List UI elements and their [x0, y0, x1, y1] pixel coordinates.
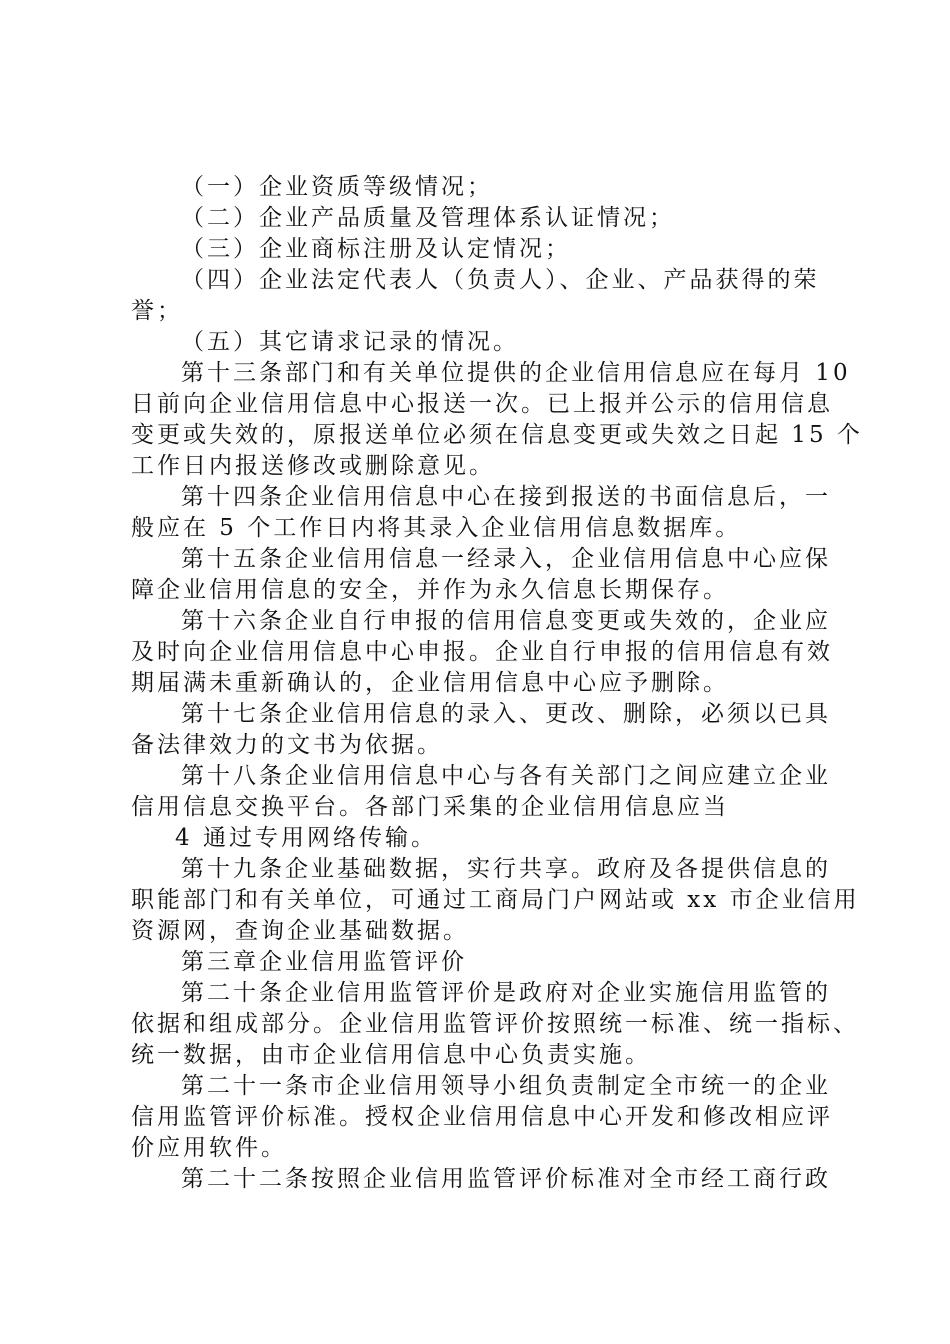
paragraph-line: 统一数据，由市企业信用信息中心负责实施。: [131, 1042, 651, 1068]
paragraph-line: 第十三条部门和有关单位提供的企业信用信息应在每月 10: [181, 360, 851, 386]
paragraph-line: 及时向企业信用信息中心申报。企业自行申报的信用信息有效: [131, 639, 833, 665]
paragraph-line: 第二十二条按照企业信用监管评价标准对全市经工商行政: [181, 1166, 831, 1192]
paragraph-line: 职能部门和有关单位，可通过工商局门户网站或 xx 市企业信用: [131, 887, 860, 913]
paragraph-line: 4 通过专用网络传输。: [175, 825, 437, 851]
paragraph-line: 障企业信用信息的安全，并作为永久信息长期保存。: [131, 577, 729, 603]
paragraph-line: 依据和组成部分。企业信用监管评价按照统一标准、统一指标、: [131, 1011, 859, 1037]
paragraph-line: 第十八条企业信用信息中心与各有关部门之间应建立企业: [181, 763, 831, 789]
paragraph-line: 第十五条企业信用信息一经录入，企业信用信息中心应保: [181, 546, 831, 572]
paragraph-line: 价应用软件。: [131, 1135, 287, 1161]
paragraph-line: 第十九条企业基础数据，实行共享。政府及各提供信息的: [181, 856, 831, 882]
paragraph-line: 第十六条企业自行申报的信用信息变更或失效的，企业应: [181, 608, 831, 634]
document-body: [131, 172, 863, 1195]
paragraph-line: 变更或失效的，原报送单位必须在信息变更或失效之日起 15 个: [131, 422, 863, 448]
paragraph-line: 第二十条企业信用监管评价是政府对企业实施信用监管的: [181, 980, 831, 1006]
paragraph-line: 第十七条企业信用信息的录入、更改、删除，必须以已具: [181, 701, 831, 727]
paragraph-line: （二）企业产品质量及管理体系认证情况；: [181, 205, 675, 231]
paragraph-line: （五）其它请求记录的情况。: [181, 329, 519, 355]
paragraph-line: 般应在 5 个工作日内将其录入企业信用信息数据库。: [131, 515, 742, 541]
paragraph-line: 工作日内报送修改或删除意见。: [131, 453, 495, 479]
paragraph-line: 第十四条企业信用信息中心在接到报送的书面信息后，一: [181, 484, 831, 510]
paragraph-line: 期届满未重新确认的，企业信用信息中心应予删除。: [131, 670, 729, 696]
paragraph-line: （四）企业法定代表人（负责人）、企业、产品获得的荣: [181, 267, 820, 293]
paragraph-line: 日前向企业信用信息中心报送一次。已上报并公示的信用信息: [131, 391, 833, 417]
paragraph-line: 备法律效力的文书为依据。: [131, 732, 443, 758]
paragraph-line: （一）企业资质等级情况；: [181, 174, 493, 200]
chapter-heading: 第三章企业信用监管评价: [181, 949, 467, 975]
paragraph-line: 资源网，查询企业基础数据。: [131, 918, 469, 944]
paragraph-line: 信用监管评价标准。授权企业信用信息中心开发和修改相应评: [131, 1104, 833, 1130]
paragraph-line: 信用信息交换平台。各部门采集的企业信用信息应当: [131, 794, 729, 820]
paragraph-line: 第二十一条市企业信用领导小组负责制定全市统一的企业: [181, 1073, 831, 1099]
paragraph-line: （三）企业商标注册及认定情况；: [181, 236, 571, 262]
paragraph-line: 誉；: [131, 298, 183, 324]
